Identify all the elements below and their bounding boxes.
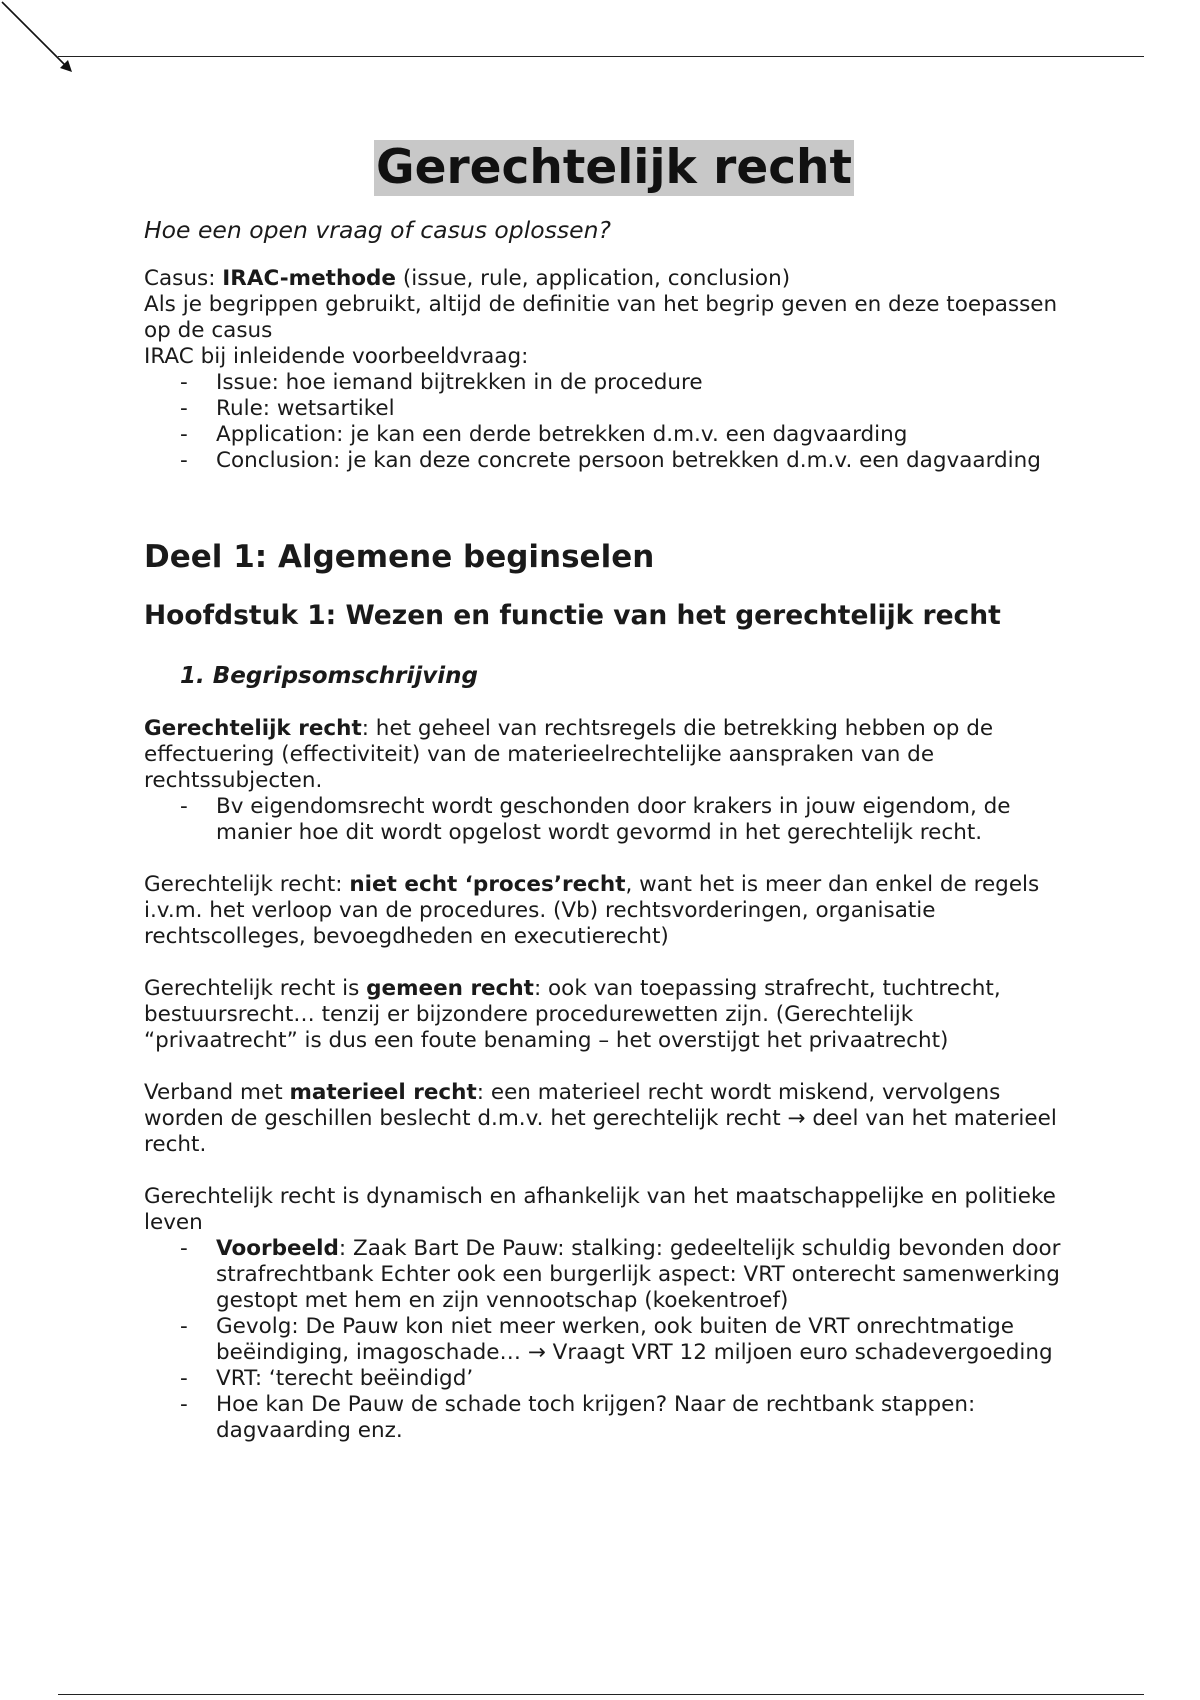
example-list	[144, 1236, 1064, 1444]
chapter-heading: Hoofdstuk 1: Wezen en functie van het gerechtelijk recht	[144, 600, 1001, 631]
paragraph-gemeen-recht: Gerechtelijk recht is gemeen recht: ook van toepassing strafrecht, tuchtrecht, bestuursrecht… tenzij er bijzondere procedurewetten zijn. (Gerechtelijk “privaatrecht” is dus een foute benaming – het overstijgt het privaatrecht)	[144, 976, 1001, 1053]
list-item: - VRT: ‘terecht beëindigd’	[216, 1366, 1064, 1392]
list-item: - Rule: wetsartikel	[216, 396, 1064, 422]
document-subtitle: Hoe een open vraag of casus oplossen?	[144, 216, 611, 244]
list-item: - Conclusion: je kan deze concrete persoon betrekken d.m.v. een dagvaarding	[216, 448, 1064, 474]
list-item: - Voorbeeld: Zaak Bart De Pauw: stalking: gedeeltelijk schuldig bevonden door strafrechtbank Echter ook een burgerlijk aspect: VRT onterecht samenwerking gestopt met hem en zijn vennootschap (koekentroef)	[216, 1236, 1064, 1314]
irac-list	[144, 370, 1064, 474]
irac-intro: IRAC bij inleidende voorbeeldvraag:	[144, 344, 529, 369]
document-body	[144, 140, 1064, 1444]
definition-note: Als je begrippen gebruikt, altijd de definitie van het begrip geven en deze toepassen op de casus	[144, 292, 1058, 343]
paragraph-materieel-recht: Verband met materieel recht: een materieel recht wordt miskend, vervolgens worden de geschillen beslecht d.m.v. het gerechtelijk recht → deel van het materieel recht.	[144, 1080, 1057, 1157]
document-title: Gerechtelijk recht	[376, 140, 852, 195]
list-item: - Application: je kan een derde betrekken d.m.v. een dagvaarding	[216, 422, 1064, 448]
header-rule	[58, 56, 1144, 57]
list-item: - Issue: hoe iemand bijtrekken in de procedure	[216, 370, 1064, 396]
paragraph-definition: Gerechtelijk recht: het geheel van rechtsregels die betrekking hebben op de effectuering (effectiviteit) van de materieelrechtelijke aanspraken van de rechtssubjecten.	[144, 716, 994, 793]
list-item: - Hoe kan De Pauw de schade toch krijgen? Naar de rechtbank stappen: dagvaarding enz.	[216, 1392, 1064, 1444]
corner-arrow-icon	[0, 0, 80, 80]
footer-rule	[58, 1694, 1144, 1695]
paragraph-procesrecht: Gerechtelijk recht: niet echt ‘proces’recht, want het is meer dan enkel de regels i.v.m. het verloop van de procedures. (Vb) rechtsvorderingen, organisatie rechtscolleges, bevoegdheden en executierecht)	[144, 872, 1040, 949]
list-item: - Gevolg: De Pauw kon niet meer werken, ook buiten de VRT onrechtmatige beëindiging, imagoschade… → Vraagt VRT 12 miljoen euro schadevergoeding	[216, 1314, 1064, 1366]
list-item: - Bv eigendomsrecht wordt geschonden door krakers in jouw eigendom, de manier hoe dit wordt opgelost wordt gevormd in het gerechtelijk recht.	[216, 794, 1064, 846]
part-heading: Deel 1: Algemene beginselen	[144, 539, 655, 575]
casus-line: Casus: IRAC-methode (issue, rule, application, conclusion)	[144, 266, 791, 291]
definition-list	[144, 794, 1064, 846]
section-heading: 1. Begripsomschrijving	[180, 663, 479, 689]
paragraph-dynamisch: Gerechtelijk recht is dynamisch en afhankelijk van het maatschappelijke en politieke leven	[144, 1184, 1056, 1235]
